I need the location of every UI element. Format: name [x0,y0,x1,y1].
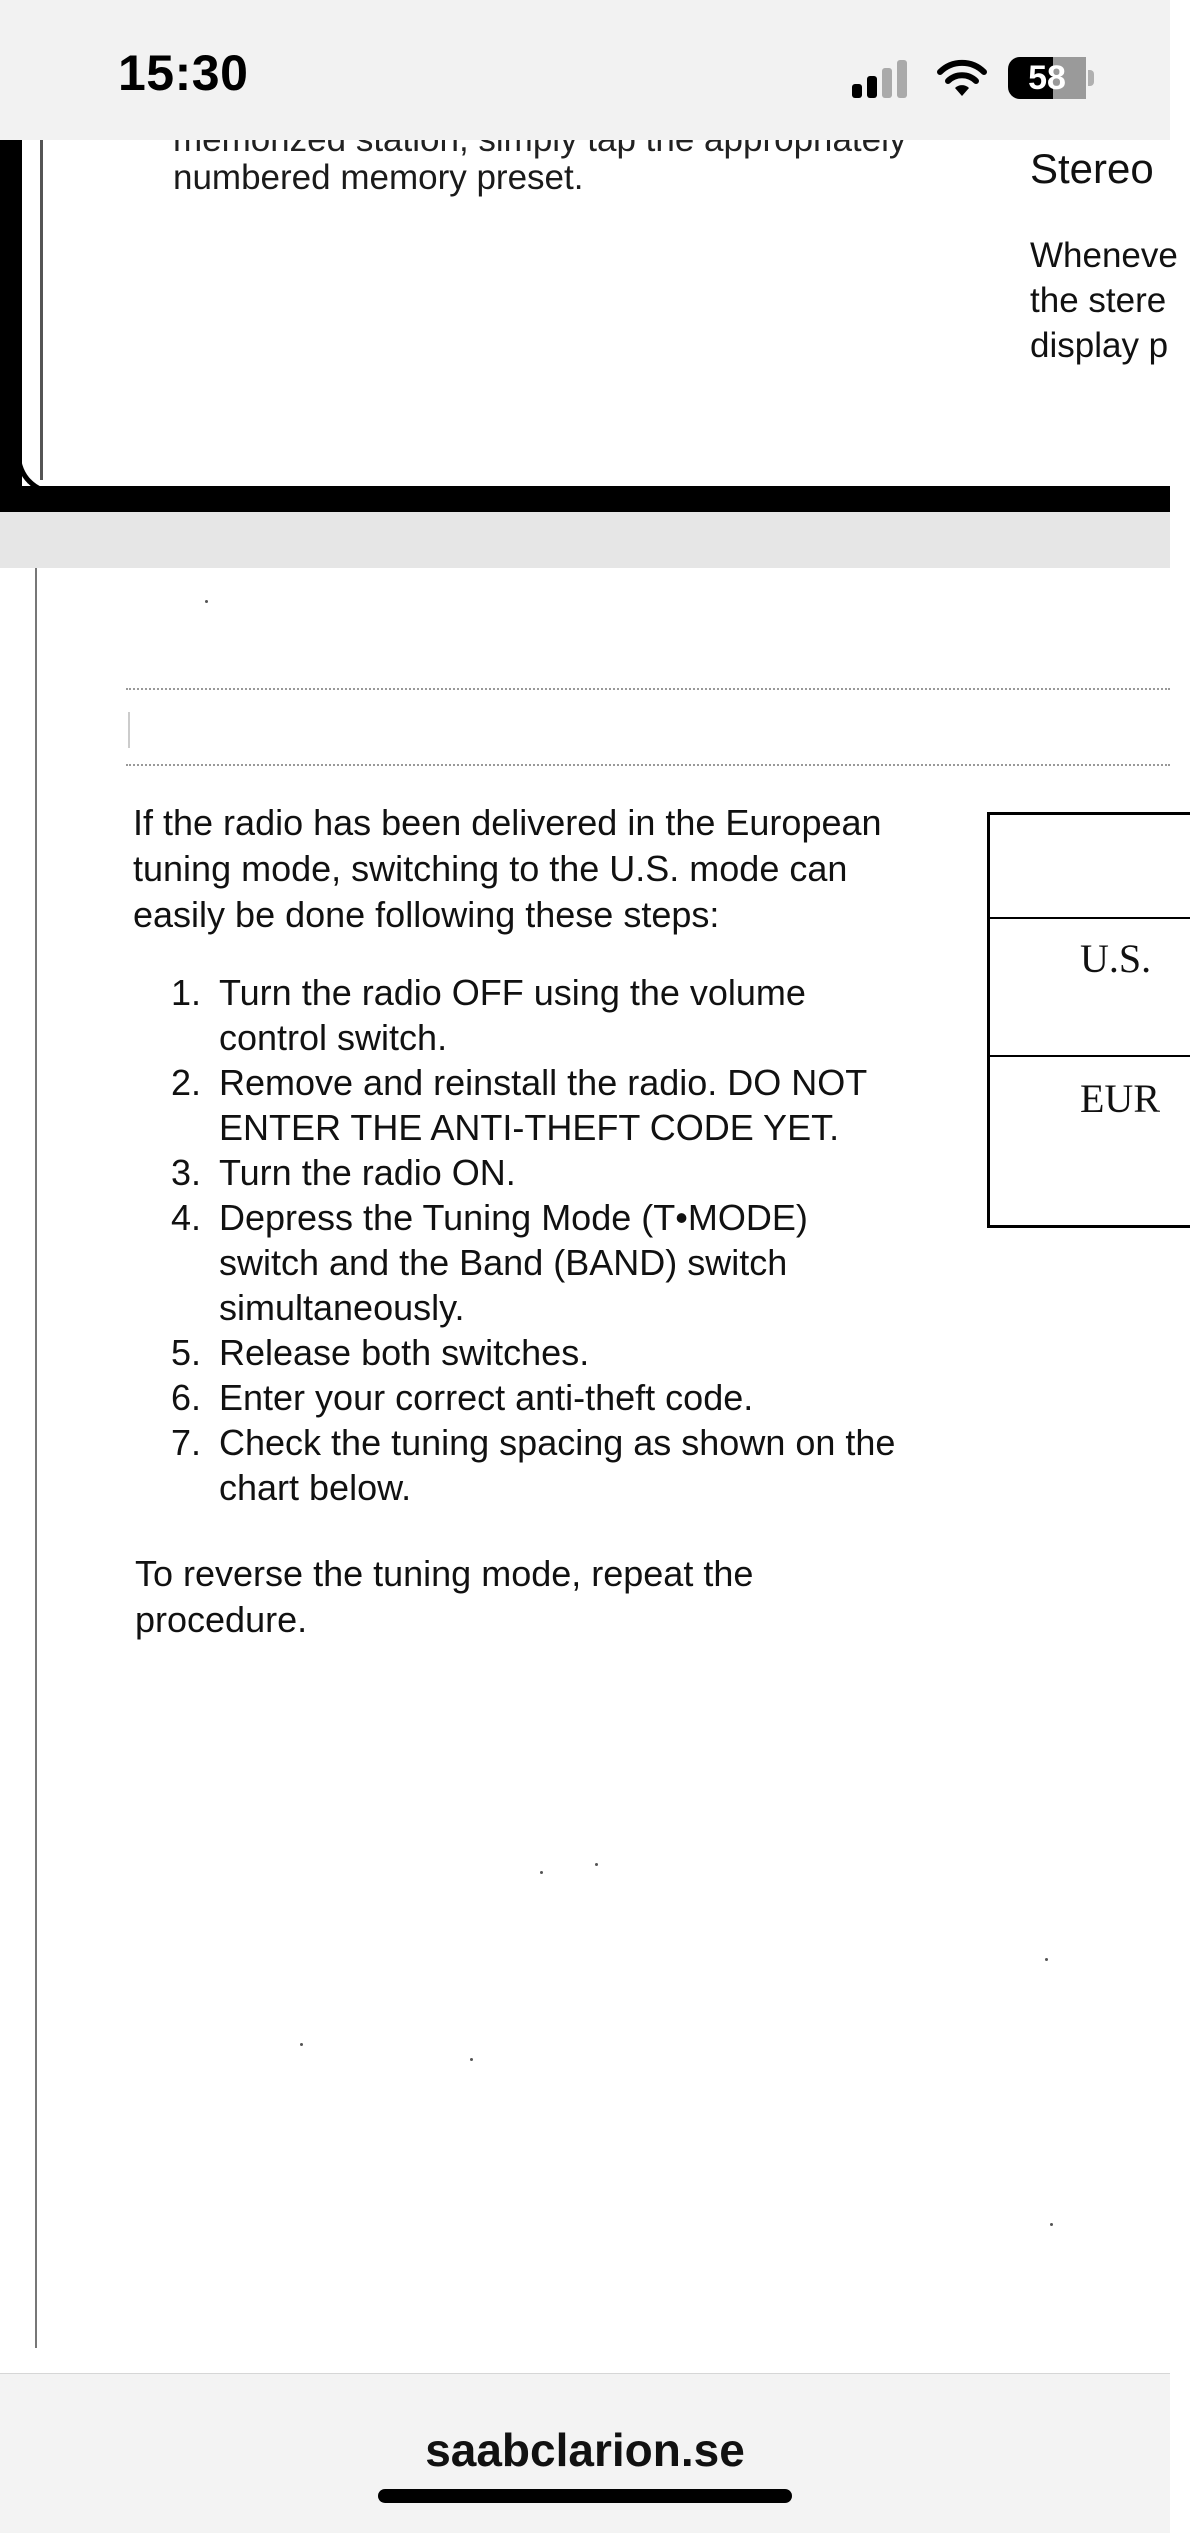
step-text: switch and the Band (BAND) switch [219,1242,788,1283]
step-item [171,1330,931,1375]
status-time: 15:30 [118,45,249,101]
tuning-chart-table [987,812,1190,1228]
step-item [171,1375,931,1420]
stereo-text-line: display p [1030,326,1169,365]
scan-speck [300,2043,303,2046]
steps-list [171,970,931,1510]
step-number: 2. [171,1062,202,1103]
home-indicator[interactable] [378,2489,792,2503]
battery-icon [1008,57,1086,99]
document-page-current[interactable] [0,568,1170,2373]
memory-preset-text: numbered memory preset. [173,158,584,197]
step-text: chart below. [219,1467,412,1508]
step-text: simultaneously. [219,1287,465,1328]
scan-speck [205,600,208,603]
outro-line: procedure. [135,1599,308,1640]
intro-paragraph [133,800,923,938]
step-text: control switch. [219,1017,448,1058]
table-cell-us: U.S. [1080,936,1152,981]
step-number: 6. [171,1377,202,1418]
step-text: Remove and reinstall the radio. DO NOT [219,1062,868,1103]
battery-tip [1088,70,1094,86]
step-item [171,1150,931,1195]
outro-paragraph [135,1551,925,1643]
step-number: 3. [171,1152,202,1193]
step-number: 7. [171,1422,202,1463]
battery-level: 58 [1028,59,1066,97]
header-box-edge [128,712,130,748]
intro-line: tuning mode, switching to the U.S. mode can [133,848,848,889]
table-row-divider [990,917,1190,919]
page-margin-line [35,568,37,2348]
scan-speck [595,1863,598,1866]
browser-address-bar[interactable] [0,2373,1170,2533]
step-text: Check the tuning spacing as shown on the [219,1422,896,1463]
step-number: 1. [171,972,202,1013]
cellular-signal-icon [852,58,912,98]
intro-line: easily be done following these steps: [133,894,720,935]
header-rule-bottom [126,764,1170,766]
stereo-text-line: the stere [1030,281,1167,320]
scan-speck [1045,1958,1048,1961]
step-text: Turn the radio OFF using the volume [219,972,806,1013]
stereo-text [1030,233,1178,368]
step-number: 4. [171,1197,202,1238]
scan-speck [470,2058,473,2061]
header-rule [126,688,1170,690]
page-edge-line [40,140,43,480]
table-row-divider [990,1055,1190,1057]
step-item [171,1195,931,1330]
scan-speck [540,1871,543,1874]
table-cell-eur: EUR [1080,1076,1160,1121]
step-text: Depress the Tuning Mode (T•MODE) [219,1197,808,1238]
outro-line: To reverse the tuning mode, repeat the [135,1553,754,1594]
step-item [171,970,931,1060]
status-bar [0,0,1170,140]
stereo-text-line: Wheneve [1030,236,1178,275]
url-text[interactable]: saabclarion.se [425,2424,745,2476]
step-text: Turn the radio ON. [219,1152,516,1193]
step-item [171,1060,931,1150]
step-text: ENTER THE ANTI-THEFT CODE YET. [219,1107,840,1148]
step-number: 5. [171,1332,202,1373]
step-text: Enter your correct anti-theft code. [219,1377,754,1418]
step-item [171,1420,931,1510]
page-gap [0,512,1170,568]
scan-speck [1050,2223,1053,2226]
document-page-previous [0,140,1178,512]
step-text: Release both switches. [219,1332,590,1373]
page-bottom-border [0,486,1170,512]
wifi-icon [935,54,989,98]
stereo-heading: Stereo [1030,145,1154,192]
intro-line: If the radio has been delivered in the European [133,802,882,843]
